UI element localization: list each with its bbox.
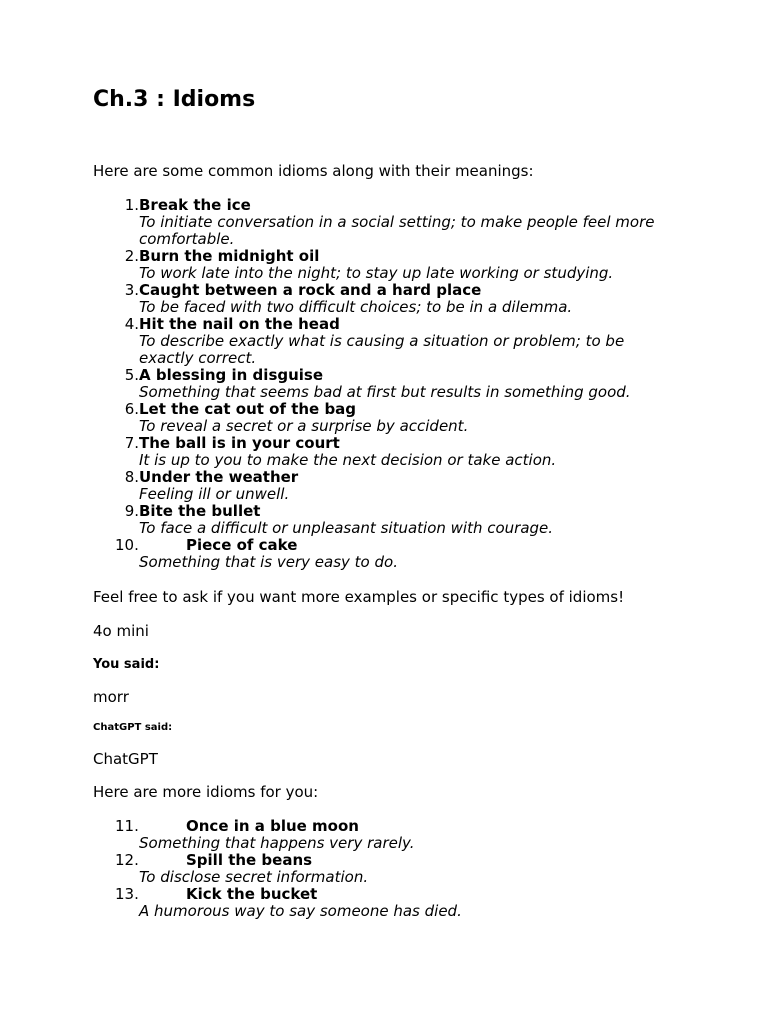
idiom-term: Once in a blue moon [186, 817, 359, 835]
list-item [93, 316, 693, 367]
item-number: 12. [115, 851, 139, 869]
chatgpt-said-label: ChatGPT said: [93, 722, 173, 733]
idiom-meaning: Something that seems bad at first but results in something good. [139, 383, 631, 401]
list-item [93, 248, 693, 282]
idiom-meaning: To describe exactly what is causing a situation or problem; to be exactly correct. [139, 332, 625, 367]
idiom-term: Burn the midnight oil [139, 247, 320, 265]
more-intro-paragraph: Here are more idioms for you: [93, 783, 319, 801]
item-number: 3. [124, 281, 139, 299]
list-item [93, 537, 693, 571]
item-number: 8. [124, 468, 139, 486]
item-number: 9. [124, 502, 139, 520]
item-number: 13. [115, 885, 139, 903]
idiom-meaning: To disclose secret information. [139, 868, 369, 886]
idiom-term: Let the cat out of the bag [139, 400, 357, 418]
idiom-term: Break the ice [139, 196, 251, 214]
closing-paragraph: Feel free to ask if you want more examples or specific types of idioms! [93, 588, 625, 606]
idiom-meaning: A humorous way to say someone has died. [139, 902, 462, 920]
intro-paragraph: Here are some common idioms along with their meanings: [93, 162, 534, 180]
list-item [93, 852, 693, 886]
list-item [93, 503, 693, 537]
idiom-term: Spill the beans [186, 851, 313, 869]
idiom-term: A blessing in disguise [139, 366, 324, 384]
list-item [93, 818, 693, 852]
idiom-term: The ball is in your court [139, 434, 340, 452]
list-item [93, 197, 693, 248]
idiom-meaning: It is up to you to make the next decision or take action. [139, 451, 557, 469]
chatgpt-name: ChatGPT [93, 750, 158, 768]
idiom-term: Under the weather [139, 468, 299, 486]
user-message: morr [93, 688, 129, 706]
list-item [93, 282, 693, 316]
item-number: 7. [124, 434, 139, 452]
idiom-meaning: To work late into the night; to stay up late working or studying. [139, 264, 614, 282]
item-number: 2. [124, 247, 139, 265]
idiom-list [93, 197, 693, 571]
item-number: 6. [124, 400, 139, 418]
you-said-label: You said: [93, 657, 160, 672]
idiom-term: Bite the bullet [139, 502, 261, 520]
idiom-meaning: To face a difficult or unpleasant situation with courage. [139, 519, 554, 537]
item-number: 10. [115, 536, 139, 554]
idiom-term: Kick the bucket [186, 885, 318, 903]
idiom-meaning: Feeling ill or unwell. [139, 485, 290, 503]
idiom-meaning: Something that happens very rarely. [139, 834, 415, 852]
model-name: 4o mini [93, 622, 149, 640]
list-item [93, 367, 693, 401]
item-number: 11. [115, 817, 139, 835]
idiom-meaning: Something that is very easy to do. [139, 553, 398, 571]
item-number: 5. [124, 366, 139, 384]
list-item [93, 435, 693, 469]
list-item [93, 469, 693, 503]
idiom-term: Piece of cake [186, 536, 298, 554]
more-idiom-list [93, 818, 693, 920]
idiom-meaning: To be faced with two difficult choices; to be in a dilemma. [139, 298, 573, 316]
idiom-term: Caught between a rock and a hard place [139, 281, 482, 299]
item-number: 1. [124, 196, 139, 214]
idiom-meaning: To reveal a secret or a surprise by accident. [139, 417, 469, 435]
idiom-meaning: To initiate conversation in a social setting; to make people feel more comfortable. [139, 213, 655, 248]
item-number: 4. [124, 315, 139, 333]
page-title: Ch.3 : Idioms [93, 87, 256, 112]
list-item [93, 401, 693, 435]
idiom-term: Hit the nail on the head [139, 315, 340, 333]
list-item [93, 886, 693, 920]
